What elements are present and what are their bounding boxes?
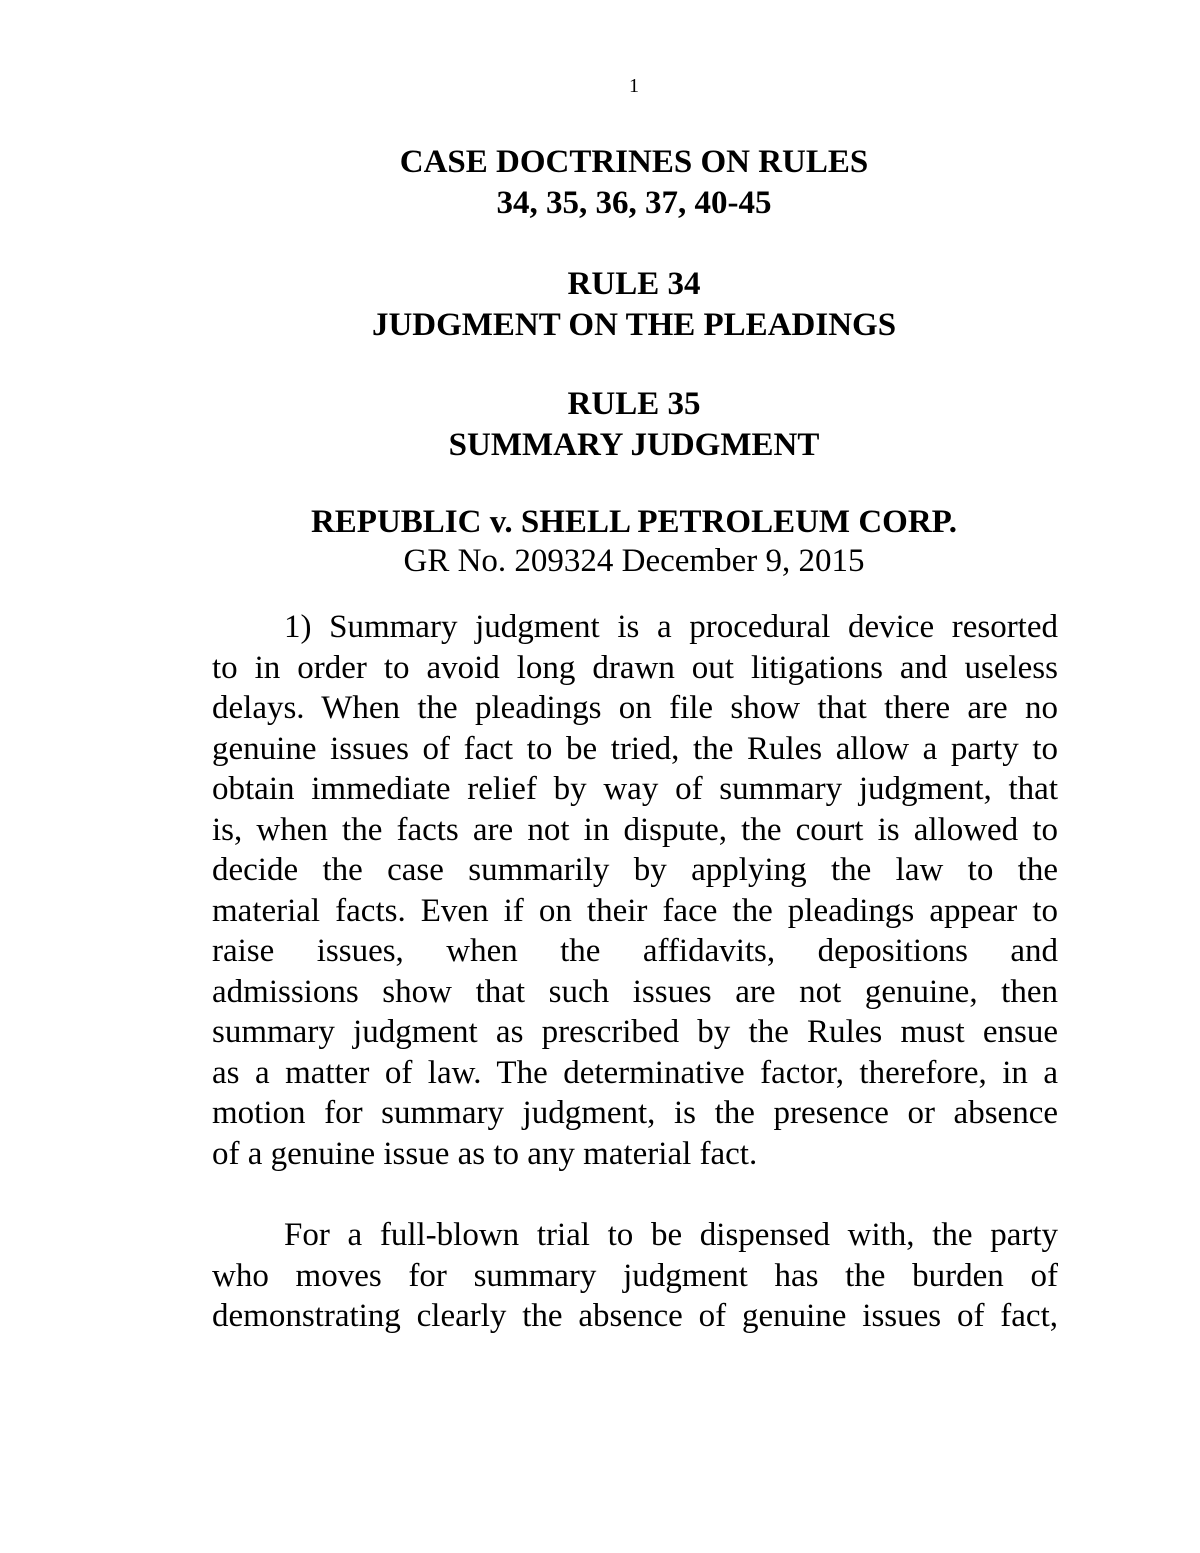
page-number: 1 [629, 75, 639, 97]
case-reference: GR No. 209324 December 9, 2015 [403, 543, 865, 579]
rule-34-number: RULE 34 [567, 266, 701, 302]
rule-35-heading [0, 384, 1200, 466]
case-title: REPUBLIC v. SHELL PETROLEUM CORP. [310, 504, 958, 540]
paragraph-1-line: material facts. Even if on their face the pleadings appear to [212, 892, 1058, 929]
paragraph-1-line: raise issues, when the affidavits, depositions and [212, 933, 1058, 969]
paragraph-2-line: demonstrating clearly the absence of genuine issues of fact, [212, 1298, 1058, 1334]
paragraph-1-line: genuine issues of fact to be tried, the Rules allow a party to [212, 730, 1058, 767]
paragraph-2-line: who moves for summary judgment has the burden of [212, 1257, 1058, 1294]
paragraph-2-line: For a full-blown trial to be dispensed with, the party [284, 1217, 1058, 1253]
paragraph-1-line: to in order to avoid long drawn out litigations and useless [212, 649, 1058, 686]
rule-34-title: JUDGMENT ON THE PLEADINGS [371, 307, 897, 343]
paragraph-1-line: motion for summary judgment, is the presence or absence [212, 1095, 1058, 1131]
rule-34-heading [0, 264, 1200, 346]
paragraph-1 [212, 607, 1058, 1174]
paragraph-1-line: summary judgment as prescribed by the Rules must ensue [212, 1014, 1058, 1050]
document-title [0, 142, 1200, 224]
paragraph-1-line: delays. When the pleadings on file show that there are no [212, 690, 1058, 726]
paragraph-1-line: 1) Summary judgment is a procedural device resorted [284, 609, 1058, 645]
paragraph-1-line: obtain immediate relief by way of summary judgment, that [212, 771, 1058, 807]
document-title-line-2: 34, 35, 36, 37, 40-45 [496, 185, 772, 221]
rule-35-number: RULE 35 [567, 386, 701, 422]
paragraph-1-line: is, when the facts are not in dispute, the court is allowed to [212, 811, 1058, 848]
paragraph-2 [212, 1215, 1058, 1337]
paragraph-1-line: of a genuine issue as to any material fact. [212, 1135, 758, 1172]
paragraph-1-line: admissions show that such issues are not genuine, then [212, 973, 1058, 1010]
document-title-line-1: CASE DOCTRINES ON RULES [399, 144, 869, 180]
paragraph-1-line: decide the case summarily by applying the law to the [212, 852, 1058, 888]
rule-35-title: SUMMARY JUDGMENT [448, 427, 820, 463]
case-title-block [0, 502, 1200, 543]
paragraph-1-line: as a matter of law. The determinative factor, therefore, in a [212, 1054, 1058, 1091]
